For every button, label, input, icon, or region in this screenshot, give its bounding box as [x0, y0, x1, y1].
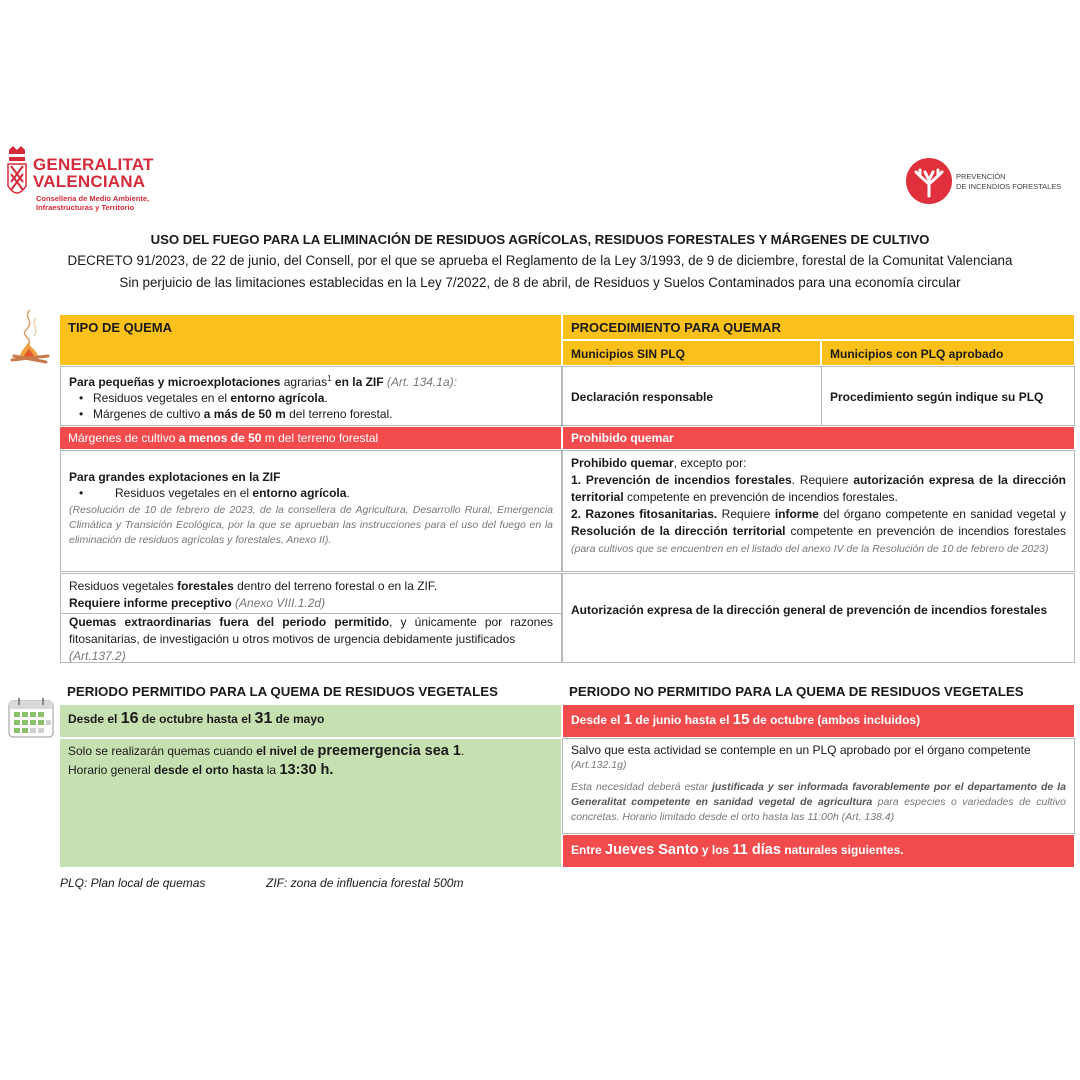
allowed-n2-a: Horario general: [68, 763, 155, 777]
conselleria-name: [36, 194, 149, 212]
row4-c2: , y únicamente por razones fitosanitarias, de investigación u otros motivos de urgencia debidamente justificados: [69, 615, 553, 646]
allowed-n2-d: 13:30 h.: [279, 762, 334, 778]
forbidden-e: de octubre (ambos incluidos): [749, 713, 921, 727]
forbidden-date-range: [563, 705, 1074, 737]
row3-p-lead: [571, 455, 1066, 472]
row3-resolution-ref: (Resolución de 10 de febrero de 2023, de la consellera de Agricultura, Desarrollo Rural, Emergencia Climática y Transición Ecológica, por la que se aprueban las instrucciones para el uso del fuego en la eliminación de residuos agrícolas y forestales, Anexo II).: [69, 504, 553, 546]
easter-c: y los: [698, 843, 733, 857]
row3-procedimiento: [562, 450, 1075, 572]
header-procedimiento: PROCEDIMIENTO PARA QUEMAR: [563, 315, 1074, 339]
allowed-end-day: 31: [254, 710, 273, 727]
law-note-line: Sin perjuicio de las limitaciones establecidas en la Ley 7/2022, de 8 de abril, de Residuos y Suelos Contaminados para una economía circular: [119, 275, 961, 290]
row3-p-b: , excepto por:: [673, 456, 747, 470]
row1-con-plq: Procedimiento según indique su PLQ: [821, 366, 1075, 426]
row3-p2-g: (para cultivos que se encuentren en el listado del anexo IV de la Resolución de 10 de febrero de 2023): [571, 543, 1049, 555]
allowed-n1-b: el nivel de: [256, 744, 318, 758]
generalitat-shield-icon: [6, 146, 28, 202]
forbidden-period-title: PERIODO NO PERMITIDO PARA LA QUEMA DE RESIDUOS VEGETALES: [569, 684, 1024, 699]
header-municipios-sin-plq: Municipios SIN PLQ: [563, 341, 820, 365]
allowed-n2-c: la: [263, 763, 280, 777]
calendar-icon: [8, 697, 54, 739]
forbidden-cond-2: [571, 780, 1066, 825]
row4-c1: Quemas extraordinarias fuera del periodo permitido: [69, 615, 390, 629]
document-title: USO DEL FUEGO PARA LA ELIMINACIÓN DE RESIDUOS AGRÍCOLAS, RESIDUOS FORESTALES Y MÁRGENES DE CULTIVO: [150, 232, 930, 247]
easter-b: Jueves Santo: [605, 842, 699, 858]
generalitat-line1: GENERALITAT: [33, 155, 154, 174]
row1-lead: [69, 371, 553, 390]
row-margenes-menos-50m: [60, 427, 561, 449]
row4-a2: forestales: [177, 579, 234, 593]
row3-p1-c: autorización expresa de la dirección territorial: [571, 473, 1067, 504]
forbidden-a: Desde el: [571, 713, 624, 727]
row3-p2-f: competente en prevención de incendios forestales: [785, 524, 1066, 538]
row3-p1-d: competente en prevención de incendios forestales.: [623, 490, 898, 504]
allowed-c: de octubre hasta el: [138, 712, 255, 726]
allowed-e: de mayo: [272, 712, 325, 726]
forbidden-cond-1: Salvo que esta actividad se contemple en un PLQ aprobado por el órgano competente: [571, 743, 1031, 757]
easter-a: Entre: [571, 843, 606, 857]
row4-a: [69, 578, 553, 595]
allowed-start-day: 16: [120, 710, 139, 727]
tree-fire-icon: [906, 158, 952, 204]
generalitat-logo: [6, 146, 186, 212]
forbidden-n2-a: Esta necesidad deberá estar: [571, 781, 712, 793]
row3-b1-a: Residuos vegetales en el: [115, 486, 253, 500]
generalitat-name: [33, 156, 154, 190]
row4-b: [69, 595, 553, 612]
row-residuos-forestales: [60, 573, 562, 663]
row4-c3: (Art.137.2): [69, 649, 126, 663]
fire-icon: [10, 308, 50, 366]
row2-b: a menos de 50: [178, 431, 262, 445]
row1-lead-normal: agrarias: [280, 375, 328, 389]
allowed-a: Desde el: [68, 712, 121, 726]
row1-bullet-1: [69, 390, 553, 406]
allowed-n1-c: preemergencia sea 1: [317, 743, 461, 759]
generalitat-line2: VALENCIANA: [33, 172, 146, 191]
header-tipo-quema: TIPO DE QUEMA: [60, 315, 561, 365]
row3-p2-e: Resolución de la dirección territorial: [571, 524, 786, 538]
row1-b2-b: a más de 50 m: [203, 407, 286, 421]
footnote-plq: PLQ: Plan local de quemas: [60, 876, 206, 890]
row3-p1-b: . Requiere: [791, 473, 854, 487]
forbidden-n2-b: justificada y ser informada favorablemente por el departamento de la Generalitat competente en sanidad vegetal de agricultura: [571, 781, 1066, 808]
row3-p2-d: del órgano competente en sanidad vegetal y: [818, 507, 1066, 521]
row3-bullet: [69, 485, 553, 501]
row1-lead-bold: Para pequeñas y microexplotaciones: [69, 375, 281, 389]
footnote-marker: 1: [327, 374, 332, 383]
row3-p2-c: informe: [774, 507, 819, 521]
allowed-cond-2: [68, 761, 553, 780]
header-municipios-con-plq: Municipios con PLQ aprobado: [822, 341, 1074, 365]
row2-a: Márgenes de cultivo: [68, 431, 179, 445]
row3-b1-b: entorno agrícola: [252, 486, 347, 500]
allowed-conditions: [60, 739, 561, 867]
row3-p2-a: 2. Razones fitosanitarias.: [571, 507, 718, 521]
forbidden-end-day: 15: [732, 711, 750, 728]
row-grandes-explotaciones: [60, 450, 562, 572]
row1-b1-a: Residuos vegetales en el: [93, 391, 231, 405]
row1-b1-b: entorno agrícola: [230, 391, 325, 405]
prevencion-incendios-logo: [906, 158, 1076, 204]
row4-b1: Requiere informe preceptivo: [69, 596, 232, 610]
forbidden-cond-1-ref: (Art.132.1g): [571, 759, 627, 771]
prevencion-text: [956, 172, 1061, 192]
allowed-cond-1: [68, 742, 553, 761]
row1-lead-zif: en la ZIF: [331, 375, 384, 389]
row3-p2: [571, 506, 1066, 557]
row3-p-a: Prohibido quemar: [571, 456, 674, 470]
row2-prohibido: Prohibido quemar: [563, 427, 1074, 449]
forbidden-conditions: [562, 738, 1075, 834]
conselleria-line1: Conselleria de Medio Ambiente,: [36, 194, 150, 203]
row4-b2: (Anexo VIII.1.2d): [231, 596, 326, 610]
easter-e: naturales siguientes.: [780, 843, 904, 857]
row3-b1-c: .: [346, 486, 350, 500]
easter-d: 11 días: [732, 842, 781, 858]
allowed-date-range: [60, 705, 561, 737]
conselleria-line2: Infraestructuras y Territorio: [36, 203, 135, 212]
row4-a1: Residuos vegetales: [69, 579, 178, 593]
row1-sin-plq: Declaración responsable: [562, 366, 822, 426]
row1-bullet-2: [69, 406, 553, 422]
decree-line: DECRETO 91/2023, de 22 de junio, del Consell, por el que se aprueba el Reglamento de la Ley 3/1993, de 9 de diciembre, forestal de la Comunitat Valenciana: [67, 253, 1013, 268]
row-pequenas-explotaciones: [60, 366, 562, 426]
footnote-zif: ZIF: zona de influencia forestal 500m: [266, 876, 464, 890]
allowed-n1-a: Solo se realizarán quemas cuando: [68, 744, 257, 758]
row1-lead-ref: (Art. 134.1a):: [383, 375, 457, 389]
row3-p1: [571, 472, 1066, 506]
row3-p2-b: Requiere: [717, 507, 775, 521]
forbidden-c: de junio hasta el: [632, 713, 733, 727]
allowed-n2-b: desde el orto hasta: [154, 763, 264, 777]
row4-a3: dentro del terreno forestal o en la ZIF.: [233, 579, 438, 593]
row4-procedimiento: Autorización expresa de la dirección general de prevención de incendios forestales: [562, 573, 1075, 663]
prevencion-line2: DE INCENDIOS FORESTALES: [956, 182, 1062, 191]
easter-restriction: [563, 835, 1074, 867]
prevencion-line1: PREVENCIÓN: [956, 172, 1006, 181]
row3-lead: Para grandes explotaciones en la ZIF: [69, 470, 281, 484]
row2-c: m del terreno forestal: [261, 431, 379, 445]
allowed-n1-d: .: [460, 744, 465, 758]
allowed-period-title: PERIODO PERMITIDO PARA LA QUEMA DE RESIDUOS VEGETALES: [67, 684, 498, 699]
row4-c: [61, 613, 561, 648]
row1-b1-c: .: [324, 391, 328, 405]
row3-p1-a: 1. Prevención de incendios forestales: [571, 473, 792, 487]
row1-b2-c: del terreno forestal.: [285, 407, 393, 421]
forbidden-n2-c: para especies o variedades de cultivo concretas. Horario limitado desde el orto hasta las 11:00h (Art. 138.4): [571, 796, 1066, 823]
forbidden-start-day: 1: [623, 711, 633, 728]
row1-b2-a: Márgenes de cultivo: [93, 407, 204, 421]
